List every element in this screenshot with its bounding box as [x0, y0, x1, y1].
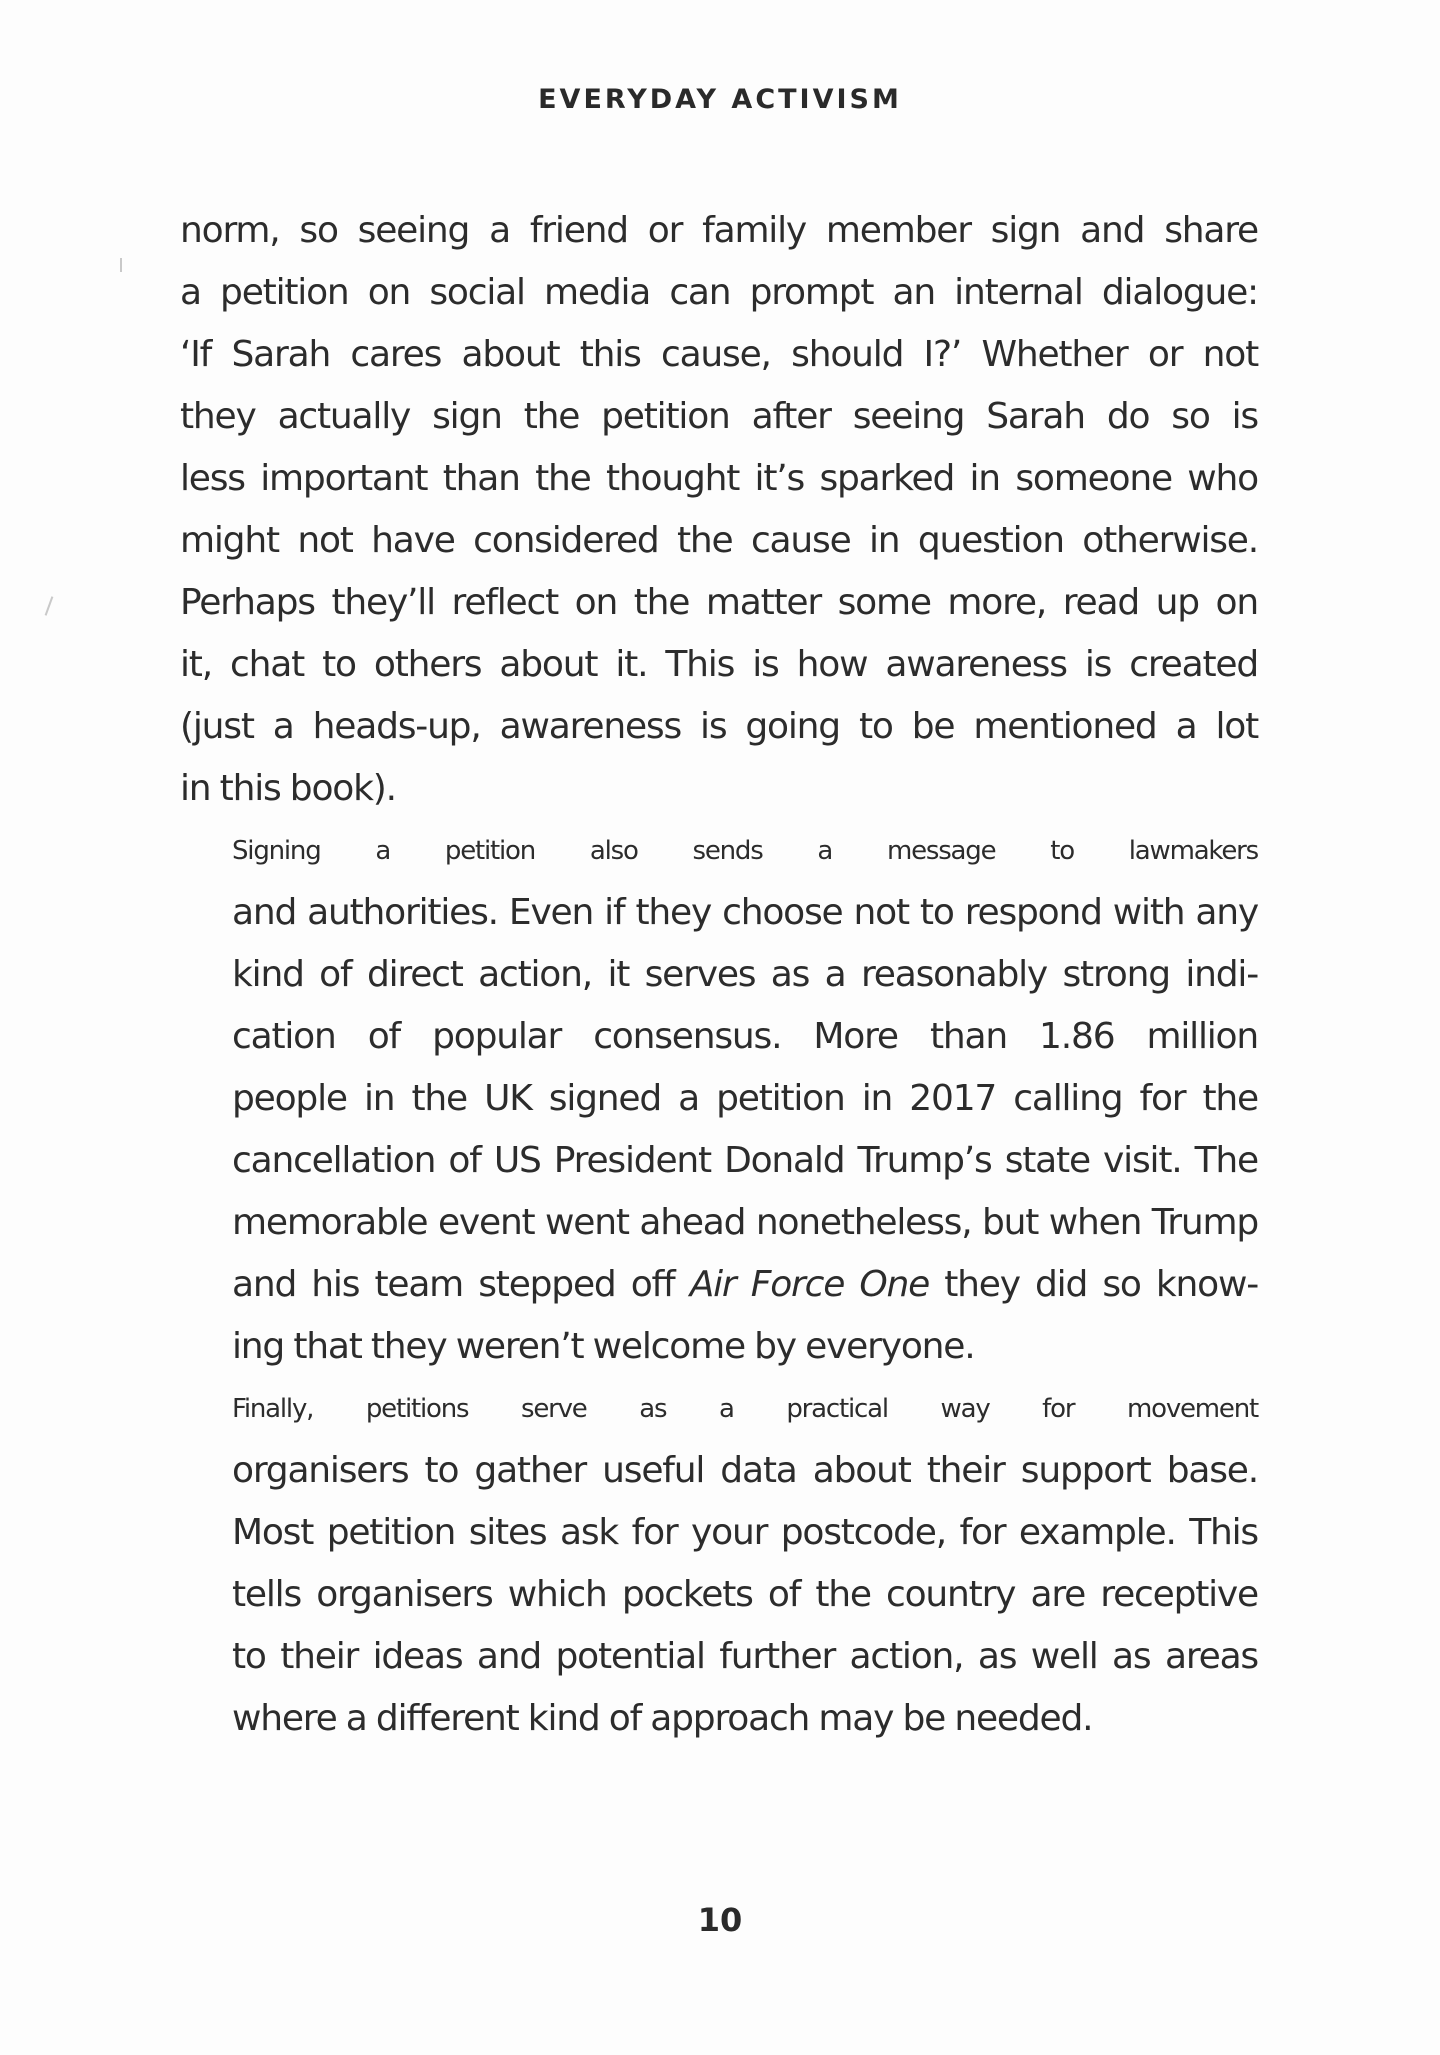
- text-line: less important than the thought it’s sparked in someone who: [180, 458, 1258, 499]
- text-line: (just a heads-up, awareness is going to be mentioned a lot: [180, 706, 1258, 747]
- text-run: they did so know-: [944, 1264, 1258, 1305]
- text-line: and authorities. Even if they choose not to respond with any: [232, 892, 1258, 933]
- body-text: [180, 200, 1258, 1750]
- text-line: in this book).: [180, 768, 396, 809]
- text-line-with-italic: [180, 1254, 1258, 1316]
- text-line: ing that they weren’t welcome by everyone.: [232, 1326, 975, 1367]
- text-run: and his team stepped off: [232, 1264, 675, 1305]
- text-line: memorable event went ahead nonetheless, but when Trump: [232, 1202, 1258, 1243]
- paragraph: [180, 1378, 1258, 1750]
- text-line: norm, so seeing a friend or family member sign and share: [180, 210, 1258, 251]
- text-line: Finally, petitions serve as a practical way for movement: [232, 1394, 1258, 1424]
- text-line: Signing a petition also sends a message to lawmakers: [232, 836, 1258, 866]
- text-line: ‘If Sarah cares about this cause, should I?’ Whether or not: [180, 334, 1258, 375]
- text-line: they actually sign the petition after seeing Sarah do so is: [180, 396, 1258, 437]
- text-line: cation of popular consensus. More than 1.86 million: [232, 1016, 1258, 1057]
- text-line: organisers to gather useful data about their support base.: [232, 1450, 1258, 1491]
- running-head: EVERYDAY ACTIVISM: [538, 84, 902, 115]
- page-speck: [120, 258, 122, 272]
- text-line: cancellation of US President Donald Trump’s state visit. The: [232, 1140, 1258, 1181]
- text-line: to their ideas and potential further action, as well as areas: [232, 1636, 1258, 1677]
- text-line: people in the UK signed a petition in 2017 calling for the: [232, 1078, 1258, 1119]
- paragraph: [180, 820, 1258, 1378]
- text-line: tells organisers which pockets of the country are receptive: [232, 1574, 1258, 1615]
- text-line: Perhaps they’ll reflect on the matter some more, read up on: [180, 582, 1258, 623]
- italic-title: Air Force One: [689, 1264, 930, 1305]
- paragraph: [180, 200, 1258, 820]
- text-line: it, chat to others about it. This is how awareness is created: [180, 644, 1258, 685]
- text-line: kind of direct action, it serves as a reasonably strong indi-: [232, 954, 1258, 995]
- text-line: Most petition sites ask for your postcode, for example. This: [232, 1512, 1258, 1553]
- text-line: where a different kind of approach may be needed.: [232, 1698, 1093, 1739]
- text-line: might not have considered the cause in question otherwise.: [180, 520, 1258, 561]
- text-line: a petition on social media can prompt an internal dialogue:: [180, 272, 1258, 313]
- page-speck: [45, 596, 54, 615]
- page-number: 10: [697, 1901, 743, 1939]
